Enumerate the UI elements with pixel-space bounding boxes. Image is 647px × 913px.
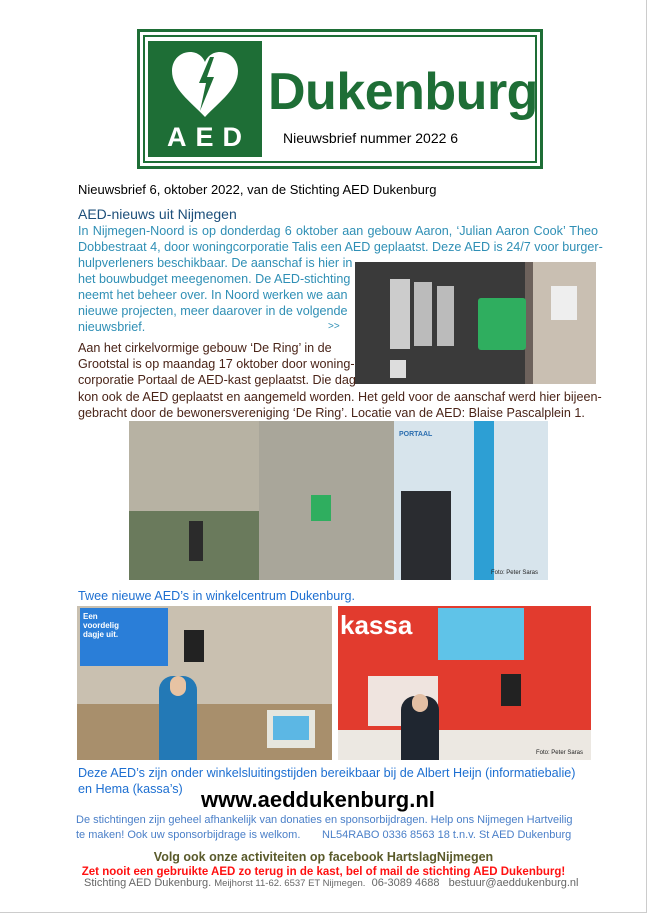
body-text: het bouwbudget meegenomen. De AED-stichting bbox=[78, 272, 351, 286]
photo-de-ring bbox=[129, 421, 548, 580]
intro-line: Nieuwsbrief 6, oktober 2022, van de Stichting AED Dukenburg bbox=[78, 182, 437, 197]
body-text: Grootstal is op maandag 17 oktober door woning- bbox=[78, 357, 355, 371]
bank-account: NL54RABO 0336 8563 18 t.n.v. St AED Dukenburg bbox=[322, 829, 572, 841]
phone: 06-3089 4688 bbox=[371, 877, 440, 889]
contact-line bbox=[84, 877, 578, 889]
body-text: nieuwe projecten, meer daarover in de volgende bbox=[78, 304, 348, 318]
body-text: gebracht door de bewonersvereniging ‘De Ring’. Locatie van de AED: Blaise Pascalplein 1. bbox=[78, 406, 585, 420]
aed-heart-emblem bbox=[148, 41, 262, 157]
photo-credit: Foto: Peter Saras bbox=[535, 750, 583, 756]
newsletter-number: Nieuwsbrief nummer 2022 6 bbox=[283, 130, 459, 146]
address: Meijhorst 11-62. 6537 ET Nijmegen. bbox=[214, 878, 366, 889]
body-text: corporatie Portaal de AED-kast geplaatst. Die dag bbox=[78, 373, 356, 387]
website-link[interactable]: www.aeddukenburg.nl bbox=[201, 787, 435, 812]
warning-text: Zet nooit een gebruikte AED zo terug in de kast, bel of mail de stichting AED Dukenburg! bbox=[81, 866, 566, 878]
heart-lightning-icon bbox=[170, 51, 240, 119]
photo-albert-heijn: Een voordelig dagje uit. bbox=[77, 606, 332, 760]
section-heading: AED-nieuws uit Nijmegen bbox=[78, 206, 237, 222]
photo-aed-aaron bbox=[355, 262, 596, 384]
body-text: hulpverleners beschikbaar. De aanschaf is hier in bbox=[78, 256, 353, 270]
email-link[interactable]: bestuur@aeddukenburg.nl bbox=[448, 877, 579, 889]
sponsor-text: te maken! Ook uw sponsorbijdrage is welkom. bbox=[76, 829, 301, 841]
address-name: Stichting AED Dukenburg. bbox=[84, 877, 212, 889]
body-text: nieuwsbrief. bbox=[78, 320, 146, 334]
body-text: In Nijmegen-Noord is op donderdag 6 oktober aan gebouw Aaron, ‘Julian Aaron Cook’ Theo bbox=[78, 224, 598, 238]
caption-text: Deze AED’s zijn onder winkelsluitingstijden bereikbaar bij de Albert Heijn (informatiebalie) bbox=[78, 766, 576, 780]
photo-hema bbox=[338, 606, 591, 760]
kassa-sign: kassa bbox=[340, 610, 413, 640]
facebook-text: Volg ook onze activiteiten op facebook HartslagNijmegen bbox=[153, 850, 494, 864]
logo-aed-text: AED bbox=[166, 122, 251, 152]
portaal-sign: PORTAAL bbox=[399, 431, 433, 438]
read-more-link[interactable]: >> bbox=[328, 321, 340, 332]
body-text: neemt het beheer over. In Noord werken we aan bbox=[78, 288, 348, 302]
sponsor-text: De stichtingen zijn geheel afhankelijk van donaties en sponsorbijdragen. Help ons Nijmegen Hartveilig bbox=[76, 814, 573, 826]
aed-dukenburg-logo bbox=[137, 29, 543, 169]
caption-text: en Hema (kassa’s) bbox=[78, 782, 183, 796]
photo-credit: Foto: Peter Saras bbox=[490, 570, 538, 576]
body-text: Aan het cirkelvormige gebouw ‘De Ring’ in de bbox=[78, 341, 332, 355]
section-heading: Twee nieuwe AED’s in winkelcentrum Dukenburg. bbox=[78, 589, 355, 603]
body-text: kon ook de AED geplaatst en aangemeld worden. Het geld voor de aanschaf werd hier bijeen- bbox=[78, 390, 602, 404]
body-text: Dobbestraat 4, door woningcorporatie Talis een AED geplaatst. Deze AED is 24/7 voor burger- bbox=[78, 240, 603, 254]
logo-title: Dukenburg bbox=[268, 63, 538, 121]
